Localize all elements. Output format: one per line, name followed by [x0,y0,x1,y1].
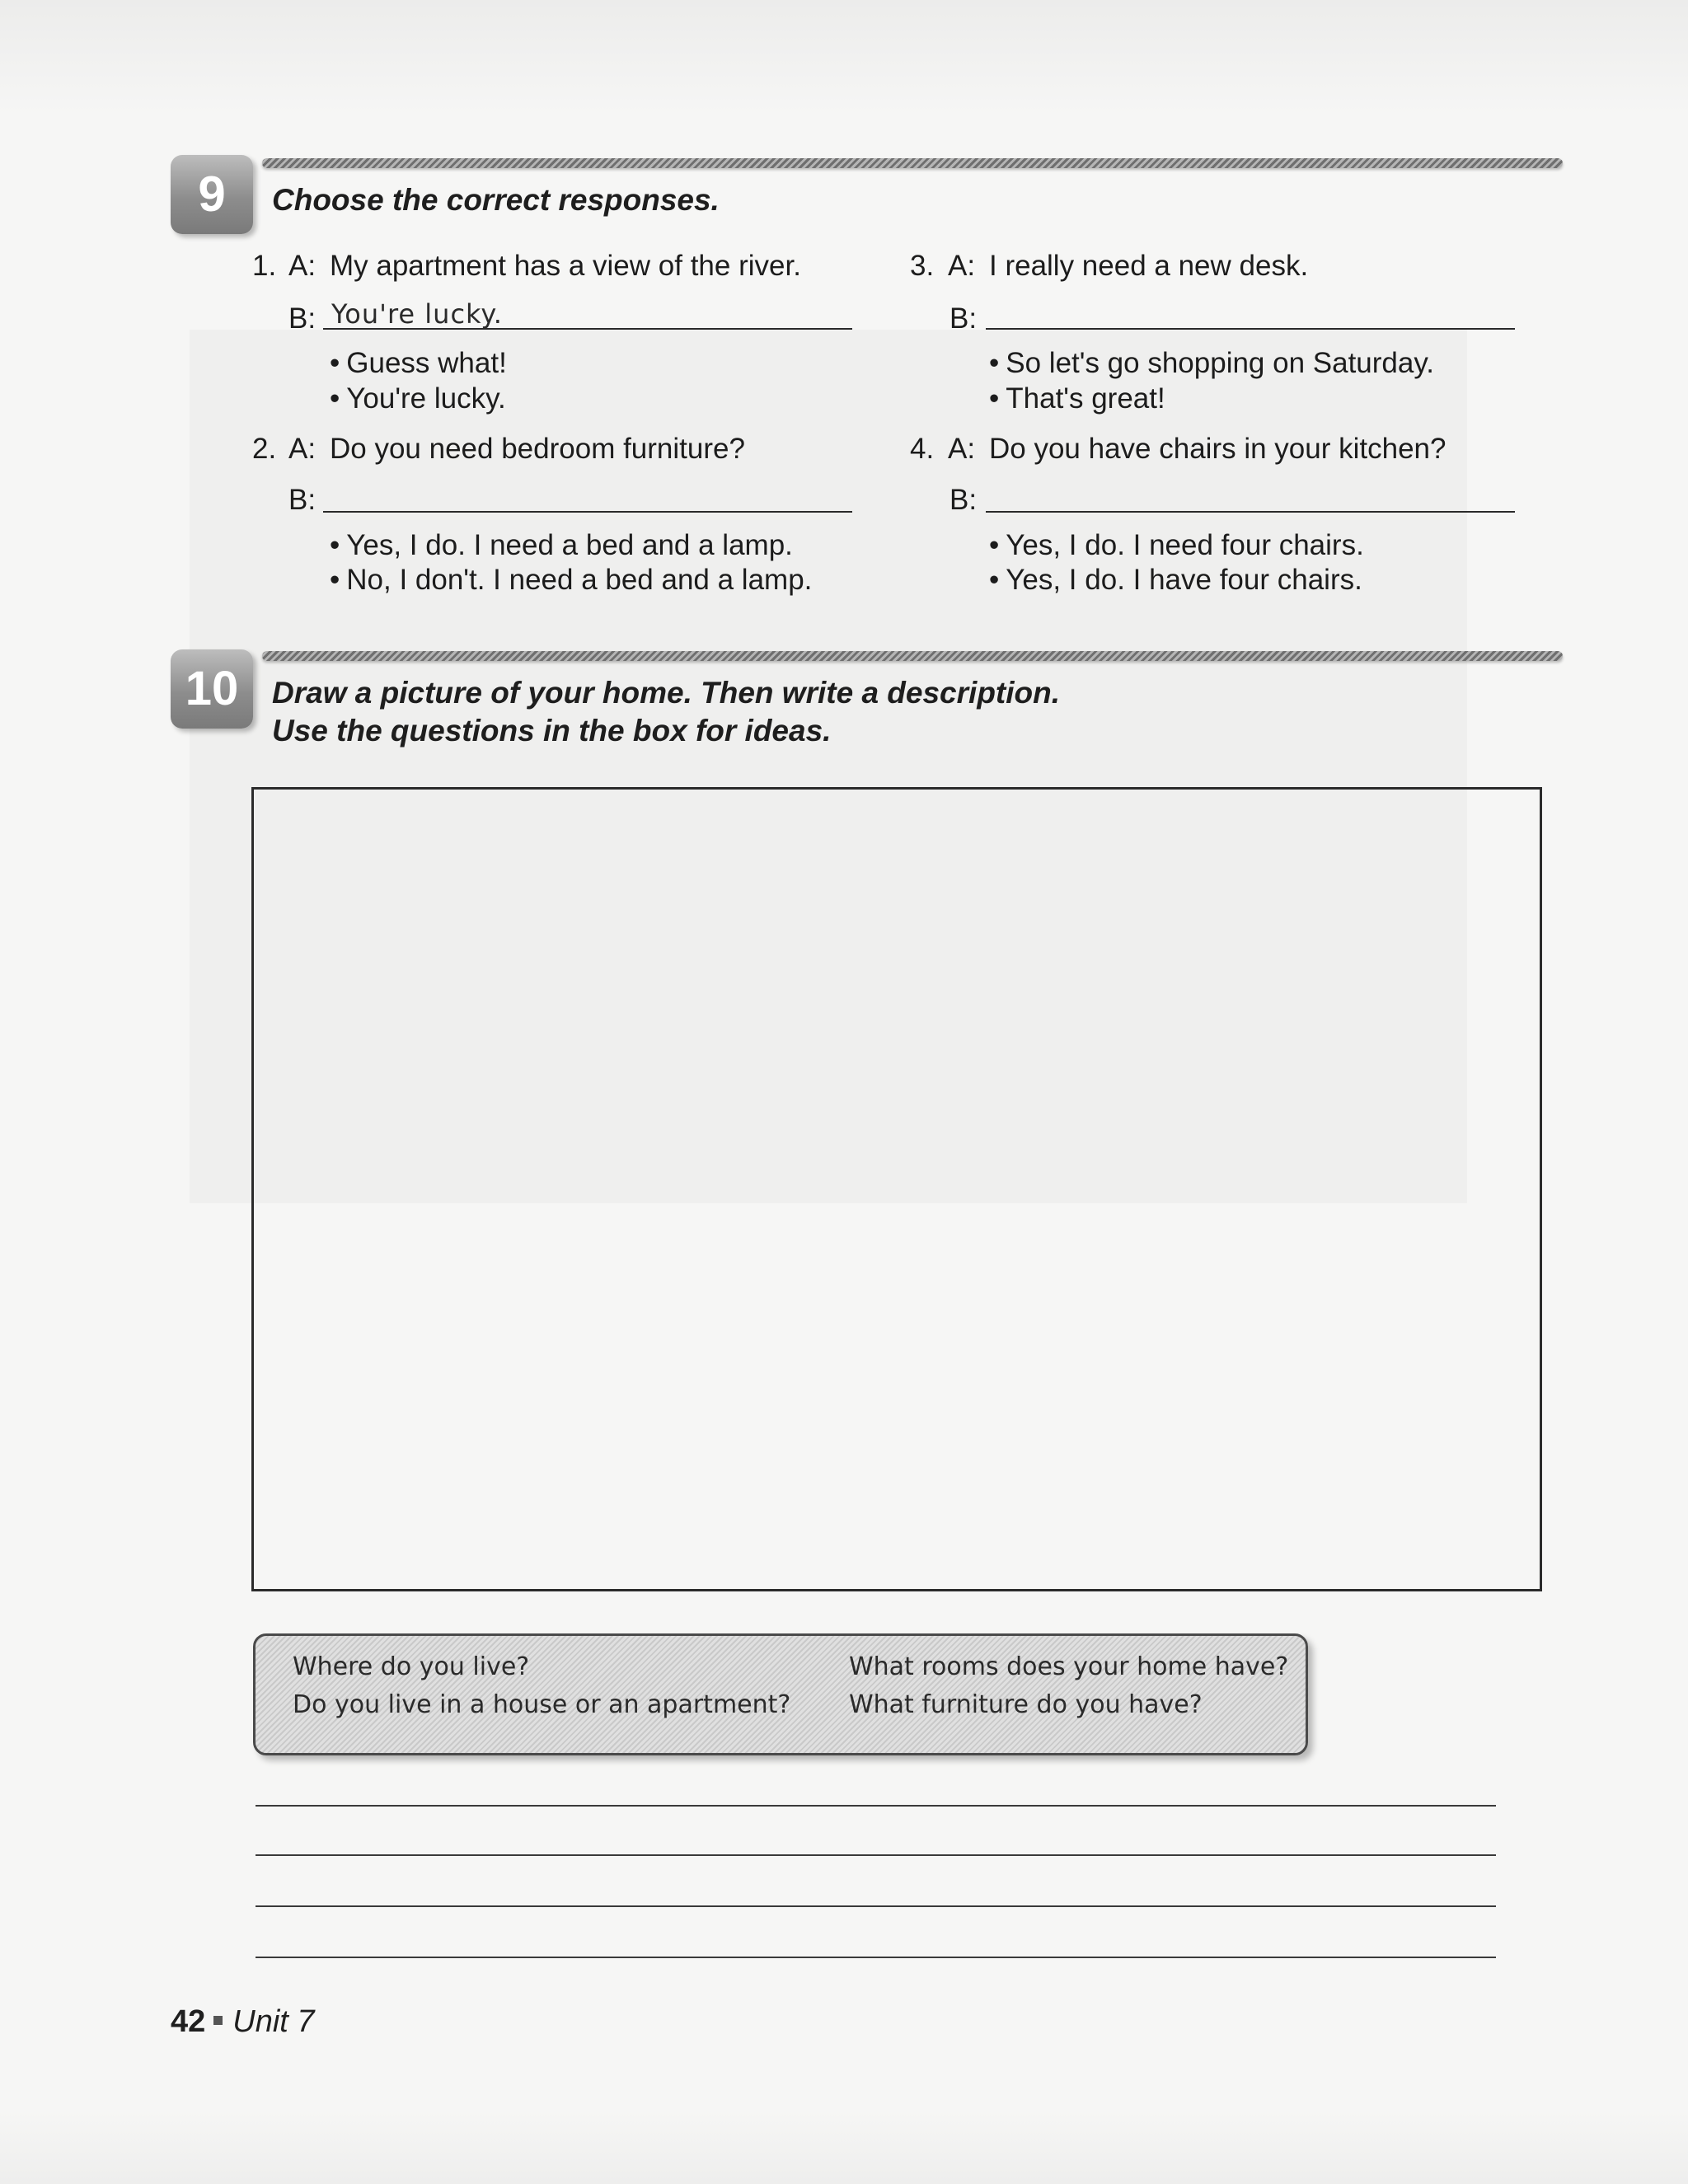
response-option: • Yes, I do. I need four chairs. [989,528,1364,563]
response-option: • Guess what! [330,346,507,381]
response-option: • You're lucky. [330,382,506,416]
response-option: • Yes, I do. I need a bed and a lamp. [330,528,793,563]
speaker-b-label: B: [288,302,316,335]
answer-line[interactable] [323,328,852,330]
response-option: • Yes, I do. I have four chairs. [989,563,1362,598]
exercise-10-header-rule [262,651,1563,661]
writing-line[interactable] [256,1805,1496,1807]
answer-line[interactable] [323,511,852,513]
speaker-a-line: Do you have chairs in your kitchen? [989,433,1447,465]
answer-line[interactable] [986,328,1515,330]
ideas-question-box [253,1633,1308,1755]
response-option: • So let's go shopping on Saturday. [989,346,1434,381]
writing-line[interactable] [256,1854,1496,1856]
exercise-10-number-badge: 10 [171,649,253,729]
speaker-a-label: A: [288,250,316,282]
response-option: • No, I don't. I need a bed and a lamp. [330,563,812,598]
exercise-9-instruction: Choose the correct responses. [272,183,720,217]
idea-question: Where do you live? [293,1652,530,1681]
idea-question: Do you live in a house or an apartment? [293,1690,791,1719]
writing-line[interactable] [256,1957,1496,1958]
drawing-area[interactable] [251,787,1542,1591]
unit-label: Unit 7 [232,2004,315,2039]
answer-line[interactable] [986,511,1515,513]
speaker-a-label: A: [948,250,976,282]
exercise-9-number-badge: 9 [171,155,253,234]
page-footer [171,2004,315,2040]
speaker-a-label: A: [288,433,316,465]
item-number: 4. [910,433,935,465]
item-number: 1. [252,250,277,282]
speaker-a-line: My apartment has a view of the river. [330,250,801,282]
speaker-b-label: B: [950,484,978,516]
idea-question: What furniture do you have? [849,1690,1203,1719]
idea-question: What rooms does your home have? [849,1652,1289,1681]
exercise-10-instruction-line-2: Use the questions in the box for ideas. [272,714,832,748]
writing-line[interactable] [256,1905,1496,1907]
speaker-a-line: I really need a new desk. [989,250,1309,282]
speaker-a-line: Do you need bedroom furniture? [330,433,745,465]
speaker-a-label: A: [948,433,976,465]
speaker-b-label: B: [950,302,978,335]
handwritten-answer[interactable]: You're lucky. [331,298,503,330]
exercise-9-header-rule [262,158,1563,168]
page-number: 42 [171,2004,206,2039]
exercise-10-instruction-line-1: Draw a picture of your home. Then write a description. [272,676,1061,710]
response-option: • That's great! [989,382,1165,416]
item-number: 3. [910,250,935,282]
square-bullet-icon [213,2016,223,2025]
item-number: 2. [252,433,277,465]
speaker-b-label: B: [288,484,316,516]
